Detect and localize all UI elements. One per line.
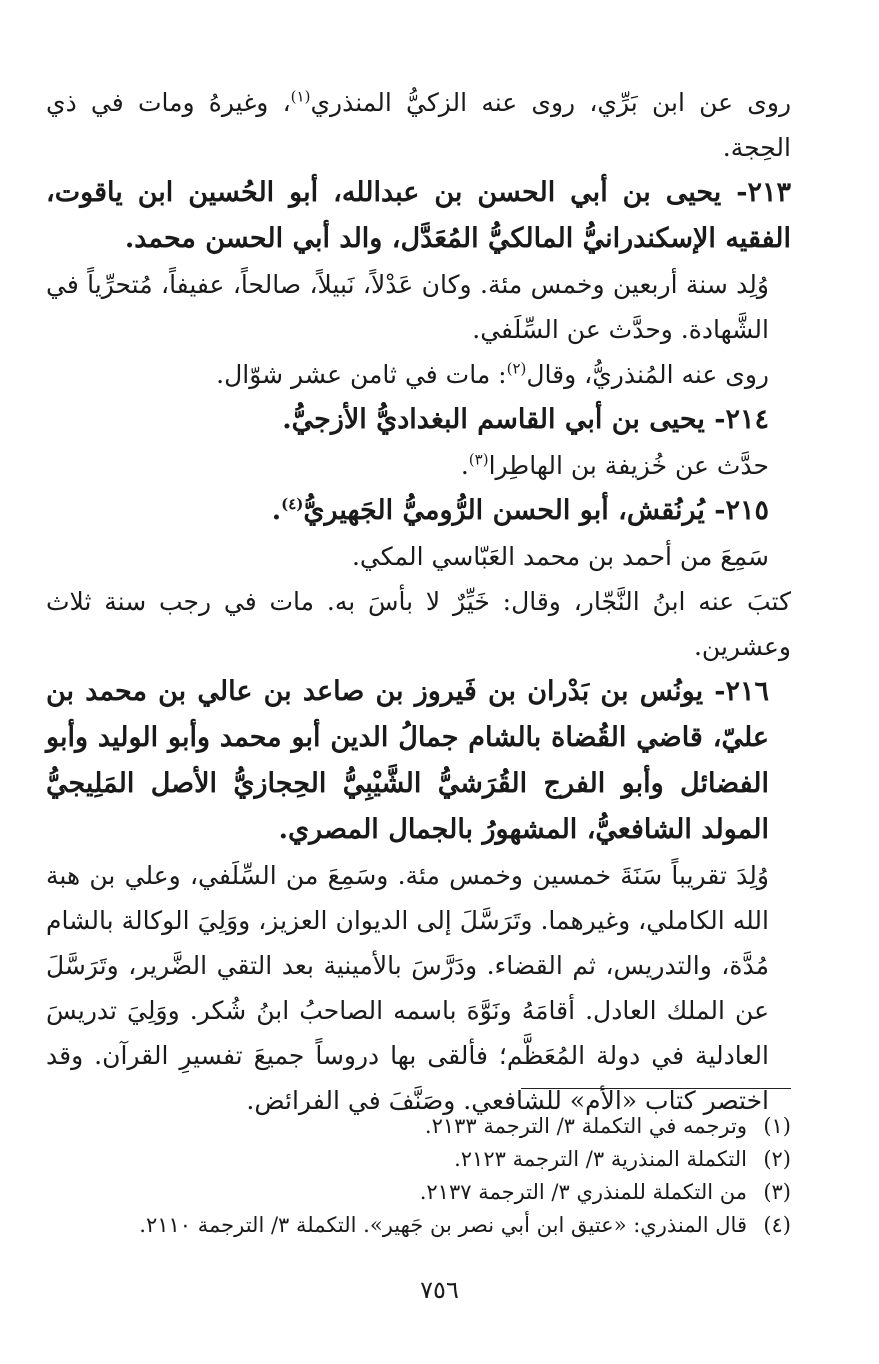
footnotes bbox=[46, 1110, 791, 1242]
entry-215-paragraph-1: سَمِعَ من أحمد بن محمد العَبّاسي المكي. bbox=[351, 542, 769, 571]
page-number: ٧٥٦ bbox=[420, 1276, 459, 1304]
footnote-marker[interactable]: (٤) bbox=[281, 495, 304, 513]
entry-title-213: ٢١٣- يحيى بن أبي الحسن بن عبدالله، أبو الحُسين ابن ياقوت، الفقيه الإسكندرانيُّ المالكيُّ المُعَدَّل، والد أبي الحسن محمد. bbox=[46, 177, 791, 254]
entry-216-paragraph-1: وُلِدَ تقريباً سَنَةَ خمسين وخمس مئة. وسَمِعَ من السِّلَفي، وعلي بن هبة الله الكاملي، وغيرهما. وتَرَسَّلَ إلى الديوان العزيز، ووَلِيَ الوكالة بالشام مُدَّة، والتدريس، ثم القضاء. ودَرَّسَ بالأمينية بعد التقي الضَّرير، وتَرَسَّلَ عن الملك العادل. أقامَهُ ونَوَّهَ باسمه الصاحبُ ابنُ شُكر. ووَلِيَ تدريسَ العادلية في دولة المُعَظَّم؛ فألقى بها دروساً جميعَ تفسيرِ القرآن. وقد اختصر كتاب «الأم» للشافعي. وصَنَّفَ في الفرائض. bbox=[46, 861, 769, 1115]
footnote-3: (٣)من التكملة للمنذري ٣/ الترجمة ٢١٣٧. bbox=[46, 1176, 791, 1209]
footnote-marker[interactable]: (٣) bbox=[468, 450, 489, 469]
entry-215-paragraph-2: كتبَ عنه ابنُ النَّجّار، وقال: خَيِّرٌ لا بأسَ به. مات في رجب سنة ثلاث وعشرين. bbox=[46, 587, 791, 661]
footnote-marker[interactable]: (١) bbox=[290, 87, 311, 106]
entry-214-paragraph-1: حدَّث عن خُزيفة بن الهاطِرا$^{(٣)}$. bbox=[460, 450, 769, 480]
entry-title-216: ٢١٦- يونُس بن بَدْران بن فَيروز بن صاعد بن عالي بن محمد بن عليّ، قاضي القُضاة بالشام جمالُ الدين أبو محمد وأبو الوليد وأبو الفضائل وأبو الفرج القُرَشيُّ الشَّيْبِيُّ الحِجازيُّ الأصل المَلِيجيُّ المولد الشافعيُّ، المشهورُ بالجمال المصري. bbox=[46, 676, 769, 845]
footnote-number: (٢) bbox=[763, 1147, 791, 1171]
entry-title-214: ٢١٤- يحيى بن أبي القاسم البغداديُّ الأزجيُّ. bbox=[282, 404, 769, 435]
footnote-number: (٤) bbox=[763, 1213, 791, 1237]
footnote-number: (٣) bbox=[763, 1180, 791, 1204]
footnote-1: (١)وترجمه في التكملة ٣/ الترجمة ٢١٣٣. bbox=[46, 1110, 791, 1143]
entry-213-paragraph-2: روى عنه المُنذريُّ، وقال$^{(٢)}$: مات في ثامن عشر شوّال. bbox=[216, 359, 769, 389]
footnote-4: (٤)قال المنذري: «عتيق ابن أبي نصر بن جَهير». التكملة ٣/ الترجمة ٢١١٠. bbox=[46, 1209, 791, 1242]
paragraph-continuation: روى عن ابن بَرِّي، روى عنه الزكيُّ المنذري$^{(١)}$، وغيرهُ ومات في ذي الحِجة. bbox=[46, 87, 792, 162]
entry-213-paragraph-1: وُلِد سنة أربعين وخمس مئة. وكان عَدْلاً، نَبيلاً، صالحاً، عفيفاً، مُتحرِّياً في الشَّهادة. وحدَّث عن السِّلَفي. bbox=[46, 270, 769, 344]
footnote-number: (١) bbox=[763, 1114, 791, 1138]
footnote-marker[interactable]: (٢) bbox=[506, 359, 527, 378]
footnote-divider bbox=[521, 1088, 791, 1089]
main-text bbox=[46, 80, 791, 1123]
footnote-2: (٢)التكملة المنذرية ٣/ الترجمة ٢١٢٣. bbox=[46, 1143, 791, 1176]
entry-title-215: ٢١٥- يُرنُقش، أبو الحسن الرُّوميُّ الجَهيريُّ$^{(٤)}$. bbox=[271, 495, 769, 526]
